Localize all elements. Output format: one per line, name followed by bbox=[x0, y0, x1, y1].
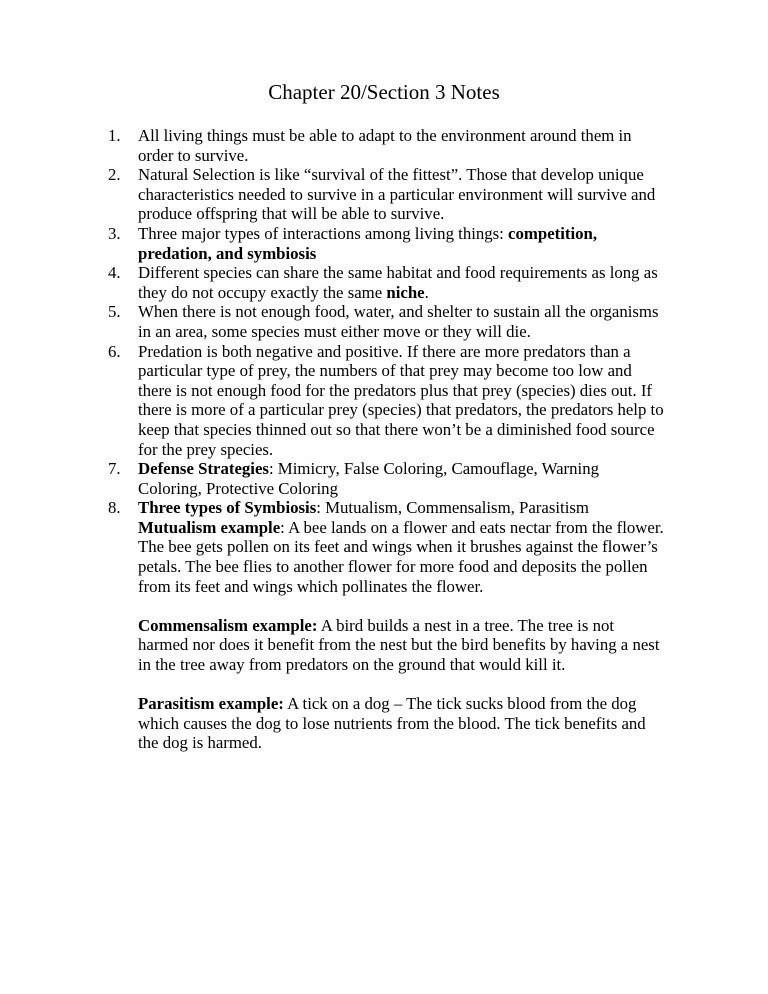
item-number: 6. bbox=[108, 341, 121, 361]
list-item bbox=[108, 459, 664, 498]
item-bold-text: Three types of Symbiosis bbox=[138, 498, 317, 518]
item-text: Natural Selection is like “survival of the fittest”. Those that develop unique characteristics needed to survive in a particular environment will survive and produce offspring that will be able to survive. bbox=[138, 165, 656, 224]
list-item bbox=[108, 302, 664, 341]
item-number: 7. bbox=[108, 459, 121, 479]
item-bold-text: Defense Strategies bbox=[138, 459, 269, 479]
example-text: : A bee lands on a flower and eats nectar from the flower. The bee gets pollen on its feet and wings when it brushes against the flower’s petals. The bee flies to another flower for more food and deposits the pollen from its feet and wings which pollinates the flower. bbox=[138, 517, 664, 596]
item-text: Different species can share the same habitat and food requirements as long as they do not occupy exactly the same bbox=[138, 263, 658, 302]
item-number: 5. bbox=[108, 302, 121, 322]
page-title: Chapter 20/Section 3 Notes bbox=[268, 80, 500, 104]
list-item bbox=[108, 263, 664, 302]
item-text: Three major types of interactions among living things: bbox=[138, 223, 509, 243]
example-text: A tick on a dog – The tick sucks blood from the dog which causes the dog to lose nutrients from the blood. The tick benefits and the dog is harmed. bbox=[138, 694, 646, 753]
parasitism-example bbox=[138, 694, 664, 753]
list-item bbox=[108, 498, 664, 753]
item-text: : Mutualism, Commensalism, Parasitism bbox=[316, 498, 589, 518]
item-number: 2. bbox=[108, 165, 121, 185]
item-number: 1. bbox=[108, 126, 121, 145]
example-text: A bird builds a nest in a tree. The tree is not harmed nor does it benefit from the nest but the bird benefits by having a nest in the tree away from predators on the ground that would kill it. bbox=[138, 615, 660, 675]
mutualism-example bbox=[138, 518, 664, 596]
item-bold-text: competition, predation, and symbiosis bbox=[138, 223, 598, 263]
list-item bbox=[108, 126, 664, 165]
item-text: All living things must be able to adapt to the environment around them in order to survive. bbox=[138, 126, 632, 165]
commensalism-example bbox=[138, 616, 664, 675]
example-label: Commensalism example: bbox=[138, 615, 318, 635]
notes-list bbox=[108, 126, 664, 753]
item-number: 3. bbox=[108, 223, 121, 243]
item-bold-text: niche bbox=[386, 282, 425, 302]
item-text: Predation is both negative and positive. If there are more predators than a particular type of prey, the numbers of that prey may become too low and there is not enough food for the predators plus that prey (species) dies out. If there is more of a particular prey (species) that predators, the predators help to keep that species thinned out so that there won’t be a diminished food source for the prey species. bbox=[138, 341, 664, 459]
item-text: When there is not enough food, water, and shelter to sustain all the organisms in an area, some species must either move or they will die. bbox=[138, 302, 659, 341]
item-number: 4. bbox=[108, 263, 121, 283]
list-item bbox=[108, 165, 664, 224]
item-text-end: . bbox=[424, 282, 429, 302]
item-number: 8. bbox=[108, 498, 121, 518]
example-label: Mutualism example bbox=[138, 517, 281, 537]
list-item bbox=[108, 224, 664, 263]
example-label: Parasitism example: bbox=[138, 694, 284, 714]
list-item bbox=[108, 342, 664, 460]
item-text: : Mimicry, False Coloring, Camouflage, Warning Coloring, Protective Coloring bbox=[138, 459, 599, 498]
